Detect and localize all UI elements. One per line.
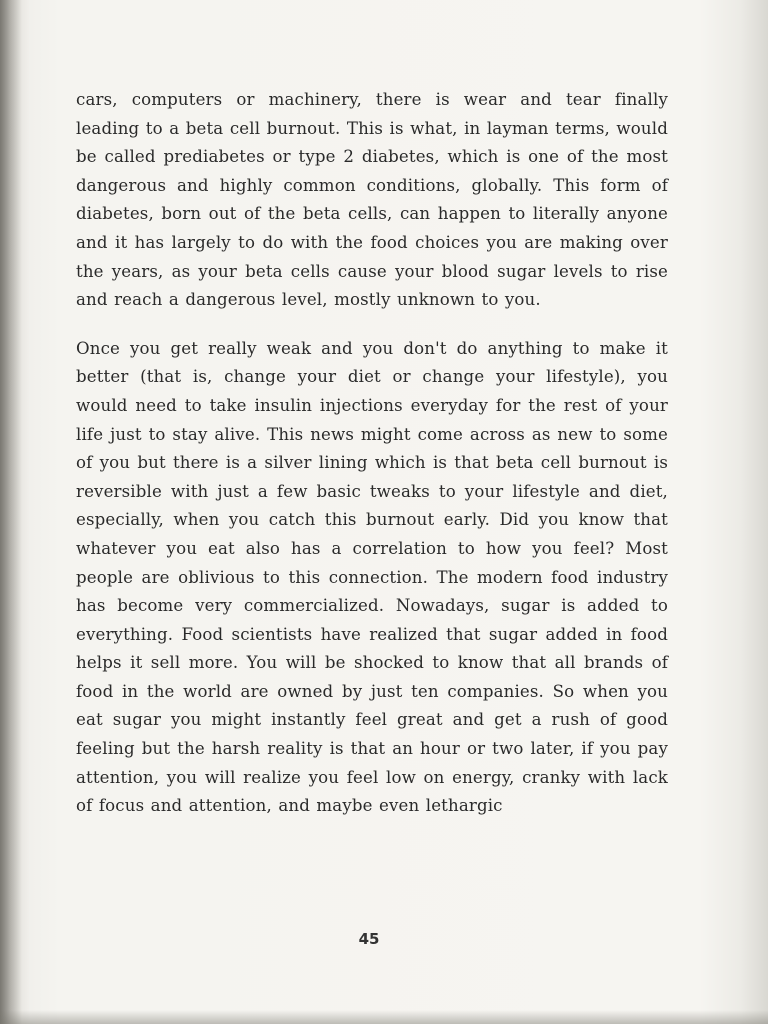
page-bottom-edge-shadow	[0, 1010, 768, 1024]
paragraph-1: cars, computers or machinery, there is wear and tear finally leading to a beta cell burnout. This is what, in layman terms, would be called prediabetes or type 2 diabetes, which is one of the most dangerous and highly common conditions, globally. This form of diabetes, born out of the beta cells, can happen to literally anyone and it has largely to do with the food choices you are making over the years, as your beta cells cause your blood sugar levels to rise and reach a dangerous level, mostly unknown to you.	[76, 90, 668, 310]
paragraph-2: Once you get really weak and you don't do anything to make it better (that is, change your diet or change your lifestyle), you would need to take insulin injections everyday for the rest of your life just to stay alive. This news might come across as new to some of you but there is a silver lining which is that beta cell burnout is reversible with just a few basic tweaks to your lifestyle and diet, especially, when you catch this burnout early. Did you know that whatever you eat also has a correlation to how you feel? Most people are oblivious to this connection. The modern food industry has become very commercialized. Nowadays, sugar is added to everything. Food scientists have realized that sugar added in food helps it sell more. You will be shocked to know that all brands of food in the world are owned by just ten companies. So when you eat sugar you might instantly feel great and get a rush of good feeling but the harsh reality is that an hour or two later, if you pay attention, you will realize you feel low on energy, cranky with lack of focus and attention, and maybe even lethargic	[76, 338, 668, 816]
page-body-text	[76, 86, 668, 821]
page-number: 45	[358, 930, 380, 948]
book-binding-shadow	[0, 0, 22, 1024]
